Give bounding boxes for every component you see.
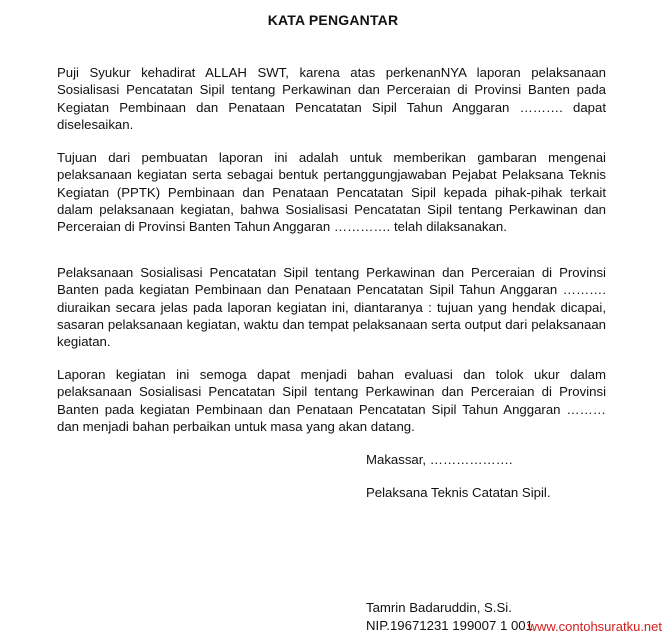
paragraph-2: Tujuan dari pembuatan laporan ini adalah untuk memberikan gambaran mengenai pelaksanaan kegiatan serta sebagai bentuk pertanggungjawaban Pejabat Pelaksana Teknis Kegiatan (PPTK) Pembinaan dan Penataan Pencatatan Sipil kepada pihak-pihak terkait dalam pelaksanaan kegiatan, bahwa Sosialisasi Pencatatan Sipil tentang Perkawinan dan Perceraian di Provinsi Banten Tahun Anggaran …………. telah dilaksanakan.: [57, 150, 606, 235]
paragraph-1: Puji Syukur kehadirat ALLAH SWT, karena atas perkenanNYA laporan pelaksanaan Sosialisasi Pencatatan Sipil tentang Perkawinan dan Perceraian di Provinsi Banten pada Kegiatan Pembinaan dan Penataan Pencatatan Sipil Tahun Anggaran ………. dapat diselesaikan.: [57, 65, 606, 132]
signature-nip: NIP.19671231 199007 1 001: [366, 618, 533, 633]
signature-place-date: Makassar, ……………….: [366, 452, 513, 467]
signature-position: Pelaksana Teknis Catatan Sipil.: [366, 485, 551, 500]
paragraph-3: Pelaksanaan Sosialisasi Pencatatan Sipil tentang Perkawinan dan Perceraian di Provinsi Banten pada kegiatan Pembinaan dan Penataan Pencatatan Sipil Tahun Anggaran ………. diuraikan secara jelas pada laporan kegiatan ini, diantaranya : tujuan yang hendak dicapai, sasaran pelaksanaan kegiatan, waktu dan tempat pelaksanaan serta output dari pelaksanaan kegiatan.: [57, 265, 606, 350]
page-title: KATA PENGANTAR: [267, 12, 399, 28]
signature-name: Tamrin Badaruddin, S.Si.: [366, 600, 512, 615]
watermark-link[interactable]: www.contohsuratku.net: [527, 619, 662, 634]
paragraph-4: Laporan kegiatan ini semoga dapat menjadi bahan evaluasi dan tolok ukur dalam pelaksanaan Sosialisasi Pencatatan Sipil tentang Perkawinan dan Perceraian di Provinsi Banten pada kegiatan Pembinaan dan Penataan Pencatatan Sipil Tahun Anggaran ……… dan menjadi bahan perbaikan untuk masa yang akan datang.: [57, 367, 606, 434]
